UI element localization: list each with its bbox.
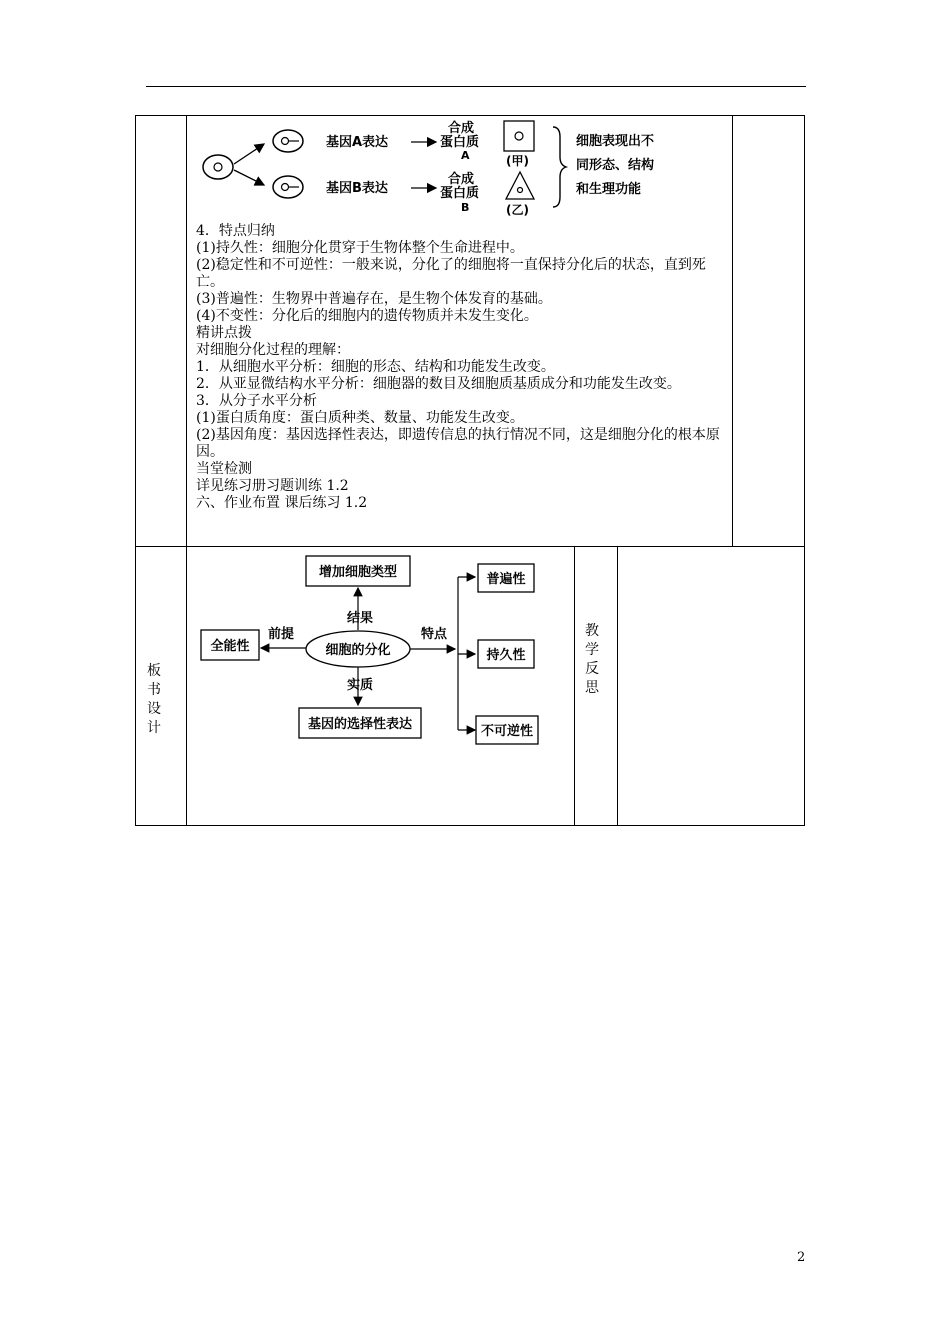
daughter-cell-b-icon [273, 176, 303, 198]
center-text: 细胞的分化 [325, 643, 391, 658]
feature-1: (1)持久性：细胞分化贯穿于生物体整个生命进程中。 [196, 240, 524, 256]
triangle-cell-icon [506, 172, 534, 199]
left-box-text: 全能性 [210, 639, 250, 654]
jia-label: (甲) [506, 154, 529, 168]
result-line-1: 细胞表现出不 [576, 134, 655, 149]
feature-4: (4)不变性：分化后的细胞内的遗传物质并未发生变化。 [196, 308, 538, 324]
homework: 六、作业布置 课后练习 1.2 [196, 495, 368, 511]
feature-3: (3)普遍性：生物界中普遍存在，是生物个体发育的基础。 [196, 291, 552, 307]
test-heading: 当堂检测 [196, 461, 252, 477]
page-number: 2 [797, 1250, 806, 1265]
cell-differentiation-diagram [196, 117, 726, 221]
right-box-2-text: 持久性 [486, 648, 526, 663]
board-mindmap [195, 550, 565, 750]
tips-heading: 精讲点拨 [196, 325, 252, 341]
bottom-box [299, 708, 421, 738]
table-col-divider-board [574, 546, 575, 826]
right-box-3-text: 不可逆性 [480, 724, 534, 739]
synth-label-a: 合成 [448, 121, 475, 136]
header-rule [146, 86, 806, 87]
left-box [201, 630, 259, 660]
yi-label: (乙) [506, 203, 529, 217]
teaching-reflection-label: 教学反思 [585, 623, 599, 696]
understanding-2: 2．从亚显微结构水平分析：细胞器的数目及细胞质基质成分和功能发生改变。 [196, 376, 681, 392]
result-line-3: 和生理功能 [576, 182, 642, 197]
top-label: 结果 [347, 611, 374, 626]
bottom-label: 实质 [347, 678, 374, 693]
top-box [306, 556, 410, 586]
board-design-label: 板书设计 [147, 663, 161, 736]
left-label: 前提 [268, 627, 295, 642]
center-ellipse [306, 631, 410, 667]
feature-2: (2)稳定性和不可逆性：一般来说，分化了的细胞将一直保持分化后的状态，直到死亡。 [196, 257, 706, 290]
synth-label-b: 合成 [448, 172, 475, 187]
curly-brace [553, 127, 566, 207]
gene-b-label: 基因B表达 [326, 181, 388, 196]
lesson-content [196, 223, 730, 512]
right-box-1-text: 普遍性 [486, 572, 526, 587]
daughter-cell-a-icon [273, 130, 303, 152]
table-col-divider-right-upper [732, 115, 733, 547]
right-box-3 [476, 716, 538, 744]
protein-a-letter: A [461, 149, 470, 162]
protein-b-letter: B [461, 201, 470, 214]
understanding-1: 1．从细胞水平分析：细胞的形态、结构和功能发生改变。 [196, 359, 555, 375]
right-box-1 [478, 564, 534, 592]
result-line-2: 同形态、结构 [576, 158, 655, 173]
understanding-3b: (2)基因角度：基因选择性表达，即遗传信息的执行情况不同，这是细胞分化的根本原因。 [196, 427, 720, 460]
table-col-divider-left [186, 115, 187, 826]
table-col-divider-reflection [617, 546, 618, 826]
table-row-divider [135, 546, 805, 547]
understanding-3a: (1)蛋白质角度：蛋白质种类、数量、功能发生改变。 [196, 410, 524, 426]
test-detail: 详见练习册习题训练 1.2 [196, 478, 349, 494]
bottom-box-text: 基因的选择性表达 [307, 717, 413, 732]
features-heading: 4．特点归纳 [196, 223, 275, 239]
right-box-2 [478, 640, 534, 668]
square-cell-icon [504, 121, 534, 151]
understanding-3: 3．从分子水平分析 [196, 393, 317, 409]
right-label: 特点 [421, 627, 448, 642]
gene-a-label: 基因A表达 [326, 135, 389, 150]
understanding-intro: 对细胞分化过程的理解： [196, 342, 350, 358]
protein-label-a: 蛋白质 [440, 135, 480, 150]
protein-label-b: 蛋白质 [440, 186, 480, 201]
top-box-text: 增加细胞类型 [318, 565, 398, 580]
parent-cell-icon [203, 155, 233, 179]
